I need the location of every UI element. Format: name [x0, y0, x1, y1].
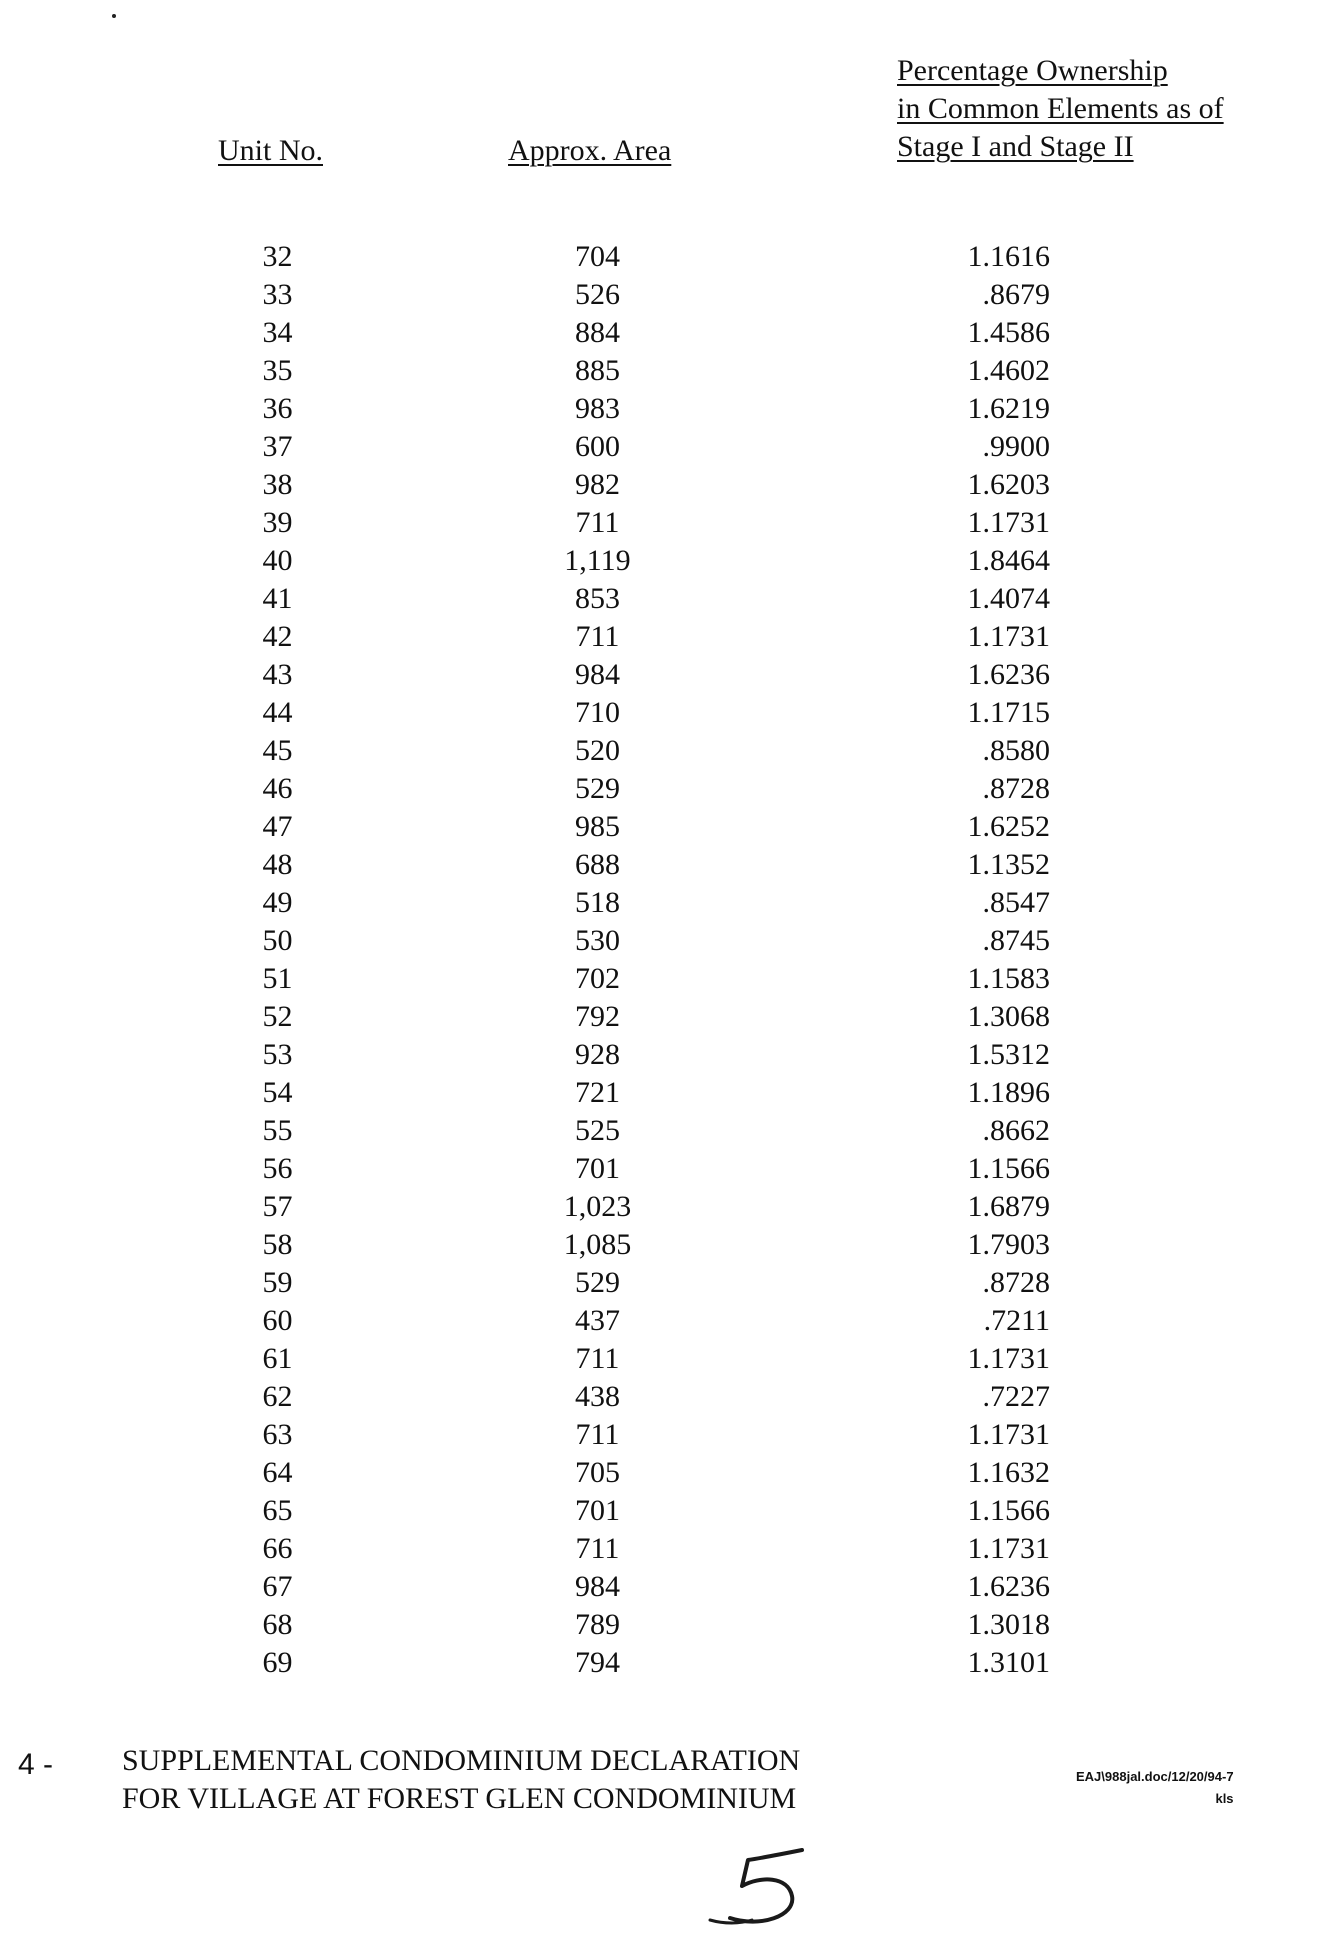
table-row [0, 1644, 1338, 1682]
unit-number-cell: 61 [262, 1342, 293, 1375]
table-row [0, 922, 1338, 960]
table-row [0, 1036, 1338, 1074]
approx-area-cell: 711 [575, 1532, 620, 1565]
table-row [0, 314, 1338, 352]
approx-area-cell: 701 [575, 1152, 620, 1185]
unit-number-cell: 35 [262, 354, 293, 387]
unit-number-cell: 48 [262, 848, 293, 881]
percentage-cell: 1.4074 [967, 582, 1050, 615]
unit-number-cell: 46 [262, 772, 293, 805]
approx-area-cell: 438 [575, 1380, 620, 1413]
table-row [0, 1492, 1338, 1530]
table-row [0, 694, 1338, 732]
approx-area-cell: 711 [575, 620, 620, 653]
table-row [0, 1112, 1338, 1150]
unit-number-cell: 44 [262, 696, 293, 729]
percentage-cell: 1.7903 [967, 1228, 1050, 1261]
approx-area-cell: 1,023 [563, 1190, 632, 1223]
approx-area-cell: 711 [575, 1342, 620, 1375]
table-row [0, 618, 1338, 656]
unit-number-cell: 60 [262, 1304, 293, 1337]
approx-area-cell: 526 [575, 278, 620, 311]
unit-number-cell: 32 [262, 240, 293, 273]
unit-number-cell: 58 [262, 1228, 293, 1261]
approx-area-cell: 985 [575, 810, 620, 843]
table-row [0, 1568, 1338, 1606]
unit-number-cell: 62 [262, 1380, 293, 1413]
table-row [0, 390, 1338, 428]
unit-number-cell: 68 [262, 1608, 293, 1641]
approx-area-cell: 1,119 [564, 544, 631, 577]
percentage-cell: .8728 [982, 1266, 1050, 1299]
percentage-cell: 1.6236 [967, 658, 1050, 691]
document-title-line-2: FOR VILLAGE AT FOREST GLEN CONDOMINIUM [122, 1782, 797, 1815]
unit-number-cell: 47 [262, 810, 293, 843]
percentage-cell: 1.1583 [967, 962, 1050, 995]
ownership-table [0, 238, 1338, 1682]
approx-area-cell: 525 [575, 1114, 620, 1147]
unit-number-cell: 40 [262, 544, 293, 577]
table-row [0, 732, 1338, 770]
approx-area-cell: 884 [575, 316, 620, 349]
percentage-cell: 1.1896 [967, 1076, 1050, 1109]
percentage-cell: 1.1731 [967, 1532, 1050, 1565]
percentage-cell: 1.6236 [967, 1570, 1050, 1603]
unit-number-cell: 54 [262, 1076, 293, 1109]
table-row [0, 884, 1338, 922]
unit-number-cell: 43 [262, 658, 293, 691]
percentage-cell: 1.6879 [967, 1190, 1050, 1223]
approx-area-cell: 704 [575, 240, 620, 273]
document-title-line-1: SUPPLEMENTAL CONDOMINIUM DECLARATION [122, 1744, 801, 1777]
approx-area-cell: 518 [575, 886, 620, 919]
unit-number-cell: 63 [262, 1418, 293, 1451]
unit-number-cell: 45 [262, 734, 293, 767]
unit-number-cell: 34 [262, 316, 293, 349]
table-row [0, 1150, 1338, 1188]
unit-number-cell: 56 [262, 1152, 293, 1185]
table-row [0, 1302, 1338, 1340]
table-row [0, 352, 1338, 390]
percentage-cell: 1.1566 [967, 1152, 1050, 1185]
percentage-cell: .8580 [982, 734, 1050, 767]
percentage-cell: .8662 [982, 1114, 1050, 1147]
table-row [0, 808, 1338, 846]
unit-number-cell: 57 [262, 1190, 293, 1223]
header-pct-line-3: Stage I and Stage II [897, 130, 1134, 163]
page-number: 4 - [18, 1748, 54, 1781]
percentage-cell: 1.1616 [967, 240, 1050, 273]
approx-area-cell: 705 [575, 1456, 620, 1489]
scan-speck [112, 14, 116, 18]
percentage-cell: 1.3018 [967, 1608, 1050, 1641]
percentage-cell: 1.1731 [967, 1418, 1050, 1451]
approx-area-cell: 721 [575, 1076, 620, 1109]
document-reference [1076, 1766, 1234, 1810]
percentage-cell: 1.1632 [967, 1456, 1050, 1489]
percentage-cell: .7227 [982, 1380, 1050, 1413]
approx-area-cell: 789 [575, 1608, 620, 1641]
header-pct-line-1: Percentage Ownership [897, 54, 1168, 87]
unit-number-cell: 38 [262, 468, 293, 501]
unit-number-cell: 53 [262, 1038, 293, 1071]
table-row [0, 1188, 1338, 1226]
header-percentage-ownership [897, 52, 1224, 166]
percentage-cell: 1.4602 [967, 354, 1050, 387]
percentage-cell: 1.3068 [967, 1000, 1050, 1033]
table-row [0, 1606, 1338, 1644]
unit-number-cell: 65 [262, 1494, 293, 1527]
table-row [0, 504, 1338, 542]
table-row [0, 770, 1338, 808]
table-row [0, 542, 1338, 580]
document-reference-line-2: kls [1215, 1791, 1234, 1806]
table-row [0, 1340, 1338, 1378]
unit-number-cell: 37 [262, 430, 293, 463]
approx-area-cell: 984 [575, 658, 620, 691]
unit-number-cell: 39 [262, 506, 293, 539]
percentage-cell: 1.1731 [967, 620, 1050, 653]
percentage-cell: 1.1731 [967, 506, 1050, 539]
percentage-cell: .8547 [982, 886, 1050, 919]
table-row [0, 238, 1338, 276]
table-row [0, 846, 1338, 884]
percentage-cell: 1.5312 [967, 1038, 1050, 1071]
approx-area-cell: 529 [575, 772, 620, 805]
unit-number-cell: 52 [262, 1000, 293, 1033]
approx-area-cell: 928 [575, 1038, 620, 1071]
approx-area-cell: 711 [575, 506, 620, 539]
percentage-cell: 1.6203 [967, 468, 1050, 501]
header-unit-no: Unit No. [218, 134, 323, 167]
table-row [0, 466, 1338, 504]
approx-area-cell: 853 [575, 582, 620, 615]
table-row [0, 1530, 1338, 1568]
approx-area-cell: 688 [575, 848, 620, 881]
percentage-cell: 1.1566 [967, 1494, 1050, 1527]
approx-area-cell: 984 [575, 1570, 620, 1603]
header-approx-area: Approx. Area [508, 134, 672, 167]
handwritten-page-mark [690, 1840, 830, 1930]
table-row [0, 1264, 1338, 1302]
percentage-cell: 1.8464 [967, 544, 1050, 577]
percentage-cell: .9900 [982, 430, 1050, 463]
unit-number-cell: 42 [262, 620, 293, 653]
unit-number-cell: 59 [262, 1266, 293, 1299]
percentage-cell: .8679 [982, 278, 1050, 311]
table-row [0, 1416, 1338, 1454]
header-pct-line-2: in Common Elements as of [897, 92, 1224, 125]
approx-area-cell: 710 [575, 696, 620, 729]
percentage-cell: .7211 [983, 1304, 1050, 1337]
approx-area-cell: 885 [575, 354, 620, 387]
approx-area-cell: 982 [575, 468, 620, 501]
approx-area-cell: 711 [575, 1418, 620, 1451]
unit-number-cell: 36 [262, 392, 293, 425]
table-row [0, 276, 1338, 314]
unit-number-cell: 49 [262, 886, 293, 919]
table-row [0, 580, 1338, 618]
unit-number-cell: 67 [262, 1570, 293, 1603]
unit-number-cell: 66 [262, 1532, 293, 1565]
approx-area-cell: 1,085 [563, 1228, 632, 1261]
approx-area-cell: 701 [575, 1494, 620, 1527]
approx-area-cell: 600 [575, 430, 620, 463]
table-row [0, 656, 1338, 694]
approx-area-cell: 530 [575, 924, 620, 957]
unit-number-cell: 55 [262, 1114, 293, 1147]
table-row [0, 998, 1338, 1036]
unit-number-cell: 64 [262, 1456, 293, 1489]
approx-area-cell: 702 [575, 962, 620, 995]
approx-area-cell: 794 [575, 1646, 620, 1679]
table-row [0, 1074, 1338, 1112]
approx-area-cell: 437 [575, 1304, 620, 1337]
unit-number-cell: 51 [262, 962, 293, 995]
approx-area-cell: 792 [575, 1000, 620, 1033]
unit-number-cell: 33 [262, 278, 293, 311]
table-row [0, 1226, 1338, 1264]
table-row [0, 1454, 1338, 1492]
percentage-cell: 1.1731 [967, 1342, 1050, 1375]
percentage-cell: 1.1352 [967, 848, 1050, 881]
unit-number-cell: 41 [262, 582, 293, 615]
approx-area-cell: 983 [575, 392, 620, 425]
approx-area-cell: 520 [575, 734, 620, 767]
table-row [0, 960, 1338, 998]
table-row [0, 428, 1338, 466]
approx-area-cell: 529 [575, 1266, 620, 1299]
table-row [0, 1378, 1338, 1416]
percentage-cell: .8728 [982, 772, 1050, 805]
percentage-cell: 1.6252 [967, 810, 1050, 843]
percentage-cell: 1.6219 [967, 392, 1050, 425]
unit-number-cell: 69 [262, 1646, 293, 1679]
percentage-cell: 1.3101 [967, 1646, 1050, 1679]
document-title [122, 1742, 800, 1818]
percentage-cell: 1.4586 [967, 316, 1050, 349]
percentage-cell: 1.1715 [967, 696, 1050, 729]
percentage-cell: .8745 [982, 924, 1050, 957]
document-reference-line-1: EAJ\988jal.doc/12/20/94-7 [1076, 1769, 1234, 1784]
unit-number-cell: 50 [262, 924, 293, 957]
